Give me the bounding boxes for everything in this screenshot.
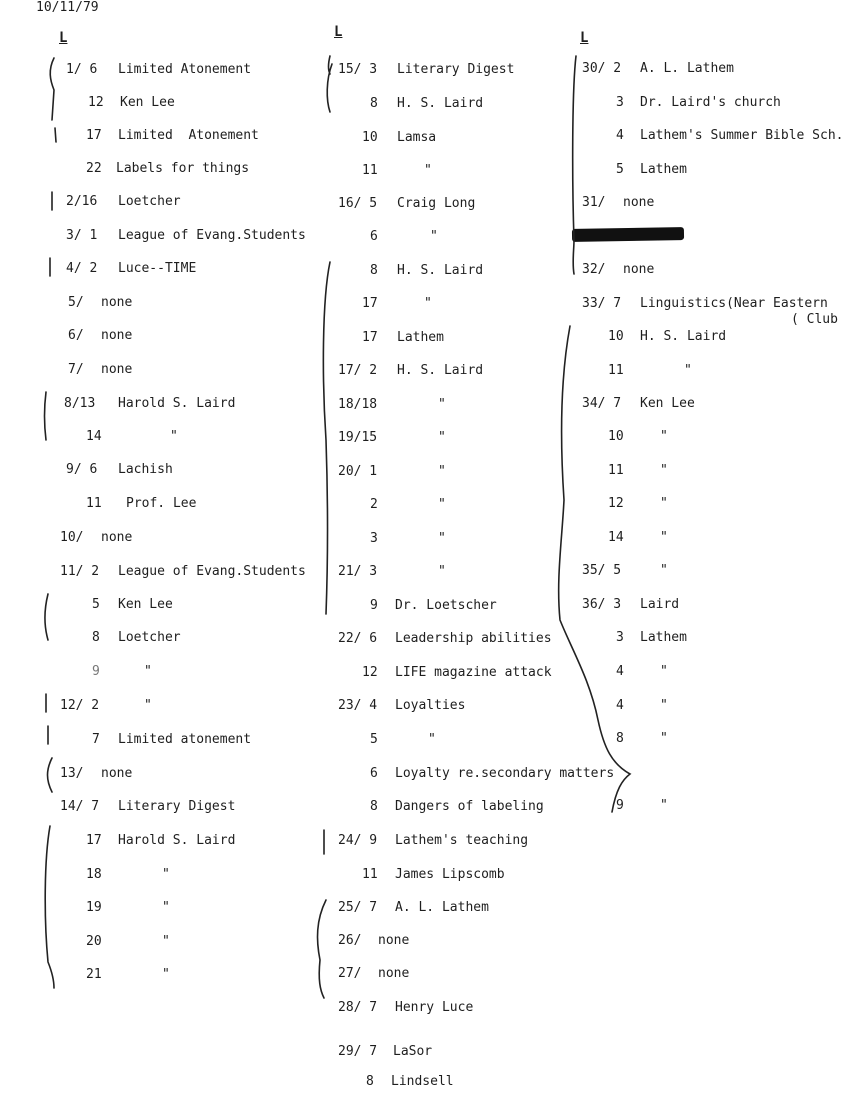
entry-text: " [438, 531, 446, 546]
entry-ref: 17 [362, 296, 378, 311]
entry-ref: 23/ 4 [338, 698, 378, 713]
entry-text: " [660, 664, 668, 679]
entry-ref: 8 [370, 799, 378, 814]
entry-ref: 32/ [582, 262, 606, 277]
entry-text: " [424, 163, 432, 178]
entry-text: " [170, 429, 178, 444]
entry-text: " [428, 732, 436, 747]
bracket-mark [45, 392, 47, 440]
entry-ref: 8 [370, 263, 378, 278]
entry-ref: 24/ 9 [338, 833, 378, 848]
entry-text: League of Evang.Students [118, 564, 306, 579]
entry-text: " [684, 363, 692, 378]
entry-text: " [438, 564, 446, 579]
entry-text: Limited Atonement [118, 62, 252, 77]
entry-ref: 22/ 6 [338, 631, 378, 646]
entry-ref: 21/ 3 [338, 564, 378, 579]
entry-text: League of Evang.Students [118, 228, 306, 243]
entry-ref: 5 [616, 162, 624, 177]
entry-ref: 15/ 3 [338, 62, 378, 77]
entry-text: James Lipscomb [395, 867, 505, 882]
entry-ref: 12/ 2 [60, 698, 100, 713]
entry-text: " [660, 731, 668, 746]
entry-text: " [438, 430, 446, 445]
entry-ref: 10 [362, 130, 378, 145]
entry-text: " [660, 798, 668, 813]
entry-ref: 11 [86, 496, 102, 511]
entry-text: Lindsell [391, 1074, 454, 1089]
entry-ref: 7 [92, 732, 100, 747]
entry-ref: 14/ 7 [60, 799, 100, 814]
bracket-mark [318, 900, 326, 998]
entry-ref: 29/ 7 [338, 1044, 378, 1059]
entry-ref: 5 [92, 597, 100, 612]
bracket-mark [45, 594, 48, 640]
entry-text: Luce--TIME [118, 261, 197, 276]
entry-text: Lathem [397, 330, 444, 345]
entry-ref: 17 [362, 330, 378, 345]
entry-ref: 19/15 [338, 430, 378, 445]
column-header-2: L [334, 24, 343, 40]
column-header-1: L [59, 30, 68, 46]
entry-text: Lathem's teaching [395, 833, 529, 848]
entry-text: Harold S. Laird [118, 396, 236, 411]
entry-text: ( Club [791, 312, 838, 327]
entry-ref: 6/ [68, 328, 84, 343]
entry-ref: 2 [370, 497, 378, 512]
entry-text: Lathem [640, 162, 687, 177]
entry-ref: 2/16 [66, 194, 98, 209]
entry-text: " [438, 464, 446, 479]
entry-text: H. S. Laird [397, 263, 484, 278]
entry-ref: 14 [608, 530, 624, 545]
entry-ref: 4 [616, 128, 624, 143]
entry-text: Loyalties [395, 698, 466, 713]
entry-ref: 34/ 7 [582, 396, 622, 411]
entry-text: none [378, 933, 410, 948]
entry-text: Ken Lee [120, 95, 175, 110]
entry-text: " [162, 934, 170, 949]
entry-text: " [162, 867, 170, 882]
entry-text: Loetcher [118, 194, 181, 209]
entry-text: Limited atonement [118, 732, 252, 747]
entry-ref: 11/ 2 [60, 564, 100, 579]
entry-text: A. L. Lathem [395, 900, 489, 915]
entry-ref: 27/ [338, 966, 362, 981]
entry-ref: 8 [370, 96, 378, 111]
entry-text: " [144, 698, 152, 713]
entry-text: Laird [640, 597, 680, 612]
entry-text: none [101, 530, 133, 545]
entry-ref: 8 [366, 1074, 374, 1089]
entry-ref: 1/ 6 [66, 62, 98, 77]
entry-ref: 36/ 3 [582, 597, 622, 612]
entry-text: " [660, 563, 668, 578]
entry-text: " [660, 463, 668, 478]
entry-ref: 12 [608, 496, 624, 511]
entry-ref: 9 [92, 664, 100, 679]
entry-text: Lachish [118, 462, 173, 477]
entry-ref: 17 [86, 128, 102, 143]
entry-ref: 3 [616, 95, 624, 110]
entry-text: " [144, 664, 152, 679]
redaction-mark [572, 227, 684, 242]
entry-ref: 6 [370, 229, 378, 244]
bracket-mark [48, 758, 53, 792]
entry-ref: 9 [616, 798, 624, 813]
entry-ref: 11 [608, 463, 624, 478]
entry-ref: 26/ [338, 933, 362, 948]
entry-ref: 18 [86, 867, 102, 882]
entry-ref: 9/ 6 [66, 462, 98, 477]
entry-text: Dr. Laird's church [640, 95, 781, 110]
entry-text: Linguistics(Near Eastern [640, 296, 828, 311]
entry-ref: 20/ 1 [338, 464, 378, 479]
entry-ref: 11 [362, 867, 378, 882]
entry-text: " [430, 229, 438, 244]
entry-ref: 8 [92, 630, 100, 645]
entry-ref: 10 [608, 329, 624, 344]
bracket-mark [323, 262, 330, 614]
entry-ref: 33/ 7 [582, 296, 622, 311]
entry-text: Craig Long [397, 196, 476, 211]
entry-text: Ken Lee [640, 396, 695, 411]
entry-text: Lathem [640, 630, 687, 645]
entry-ref: 10 [608, 429, 624, 444]
entry-text: Lathem's Summer Bible Sch. [640, 128, 844, 143]
entry-text: none [378, 966, 410, 981]
entry-text: H. S. Laird [397, 363, 484, 378]
entry-ref: 3 [616, 630, 624, 645]
entry-ref: 8/13 [64, 396, 96, 411]
entry-text: Limited Atonement [118, 128, 259, 143]
entry-text: " [162, 967, 170, 982]
entry-ref: 8 [616, 731, 624, 746]
entry-ref: 9 [370, 598, 378, 613]
entry-ref: 30/ 2 [582, 61, 622, 76]
entry-ref: 21 [86, 967, 102, 982]
entry-text: Literary Digest [118, 799, 236, 814]
entry-ref: 11 [608, 363, 624, 378]
entry-ref: 14 [86, 429, 102, 444]
entry-ref: 16/ 5 [338, 196, 378, 211]
entry-ref: 20 [86, 934, 102, 949]
entry-text: Ken Lee [118, 597, 173, 612]
entry-ref: 4 [616, 664, 624, 679]
entry-text: " [660, 698, 668, 713]
entry-text: LaSor [393, 1044, 433, 1059]
entry-text: Lamsa [397, 130, 437, 145]
entry-ref: 5/ [68, 295, 84, 310]
entry-ref: 11 [362, 163, 378, 178]
entry-text: Labels for things [116, 161, 250, 176]
document-date: 10/11/79 [36, 0, 99, 15]
entry-text: Dangers of labeling [395, 799, 544, 814]
entry-text: none [101, 295, 133, 310]
bracket-mark [45, 826, 54, 988]
entry-text: none [623, 262, 655, 277]
entry-ref: 35/ 5 [582, 563, 622, 578]
entry-ref: 25/ 7 [338, 900, 378, 915]
entry-ref: 12 [88, 95, 104, 110]
entry-ref: 22 [86, 161, 102, 176]
entry-ref: 6 [370, 766, 378, 781]
entry-text: none [623, 195, 655, 210]
entry-text: none [101, 766, 133, 781]
entry-text: H. S. Laird [640, 329, 727, 344]
column-header-3: L [580, 30, 589, 46]
entry-text: Henry Luce [395, 1000, 474, 1015]
entry-text: " [660, 429, 668, 444]
entry-text: " [660, 530, 668, 545]
entry-text: " [660, 496, 668, 511]
entry-ref: 13/ [60, 766, 84, 781]
entry-ref: 4/ 2 [66, 261, 98, 276]
bracket-mark [55, 128, 56, 142]
entry-ref: 10/ [60, 530, 84, 545]
entry-ref: 7/ [68, 362, 84, 377]
entry-ref: 19 [86, 900, 102, 915]
entry-ref: 31/ [582, 195, 606, 210]
entry-ref: 3/ 1 [66, 228, 98, 243]
entry-ref: 17/ 2 [338, 363, 378, 378]
entry-text: Harold S. Laird [118, 833, 236, 848]
entry-text: Prof. Lee [126, 496, 197, 511]
entry-ref: 28/ 7 [338, 1000, 378, 1015]
entry-ref: 17 [86, 833, 102, 848]
entry-text: " [424, 296, 432, 311]
entry-text: " [438, 497, 446, 512]
entry-text: none [101, 328, 133, 343]
entry-ref: 5 [370, 732, 378, 747]
entry-text: " [438, 397, 446, 412]
entry-text: none [101, 362, 133, 377]
entry-ref: 4 [616, 698, 624, 713]
entry-ref: 12 [362, 665, 378, 680]
bracket-mark [327, 56, 332, 112]
entry-text: A. L. Lathem [640, 61, 734, 76]
entry-text: Leadership abilities [395, 631, 552, 646]
entry-text: Loyalty re.secondary matters [395, 766, 615, 781]
entry-text: Dr. Loetscher [395, 598, 497, 613]
entry-text: Literary Digest [397, 62, 515, 77]
bracket-mark [50, 58, 54, 120]
entry-ref: 3 [370, 531, 378, 546]
entry-text: " [162, 900, 170, 915]
entry-text: Loetcher [118, 630, 181, 645]
entry-text: H. S. Laird [397, 96, 484, 111]
entry-ref: 18/18 [338, 397, 378, 412]
entry-text: LIFE magazine attack [395, 665, 552, 680]
